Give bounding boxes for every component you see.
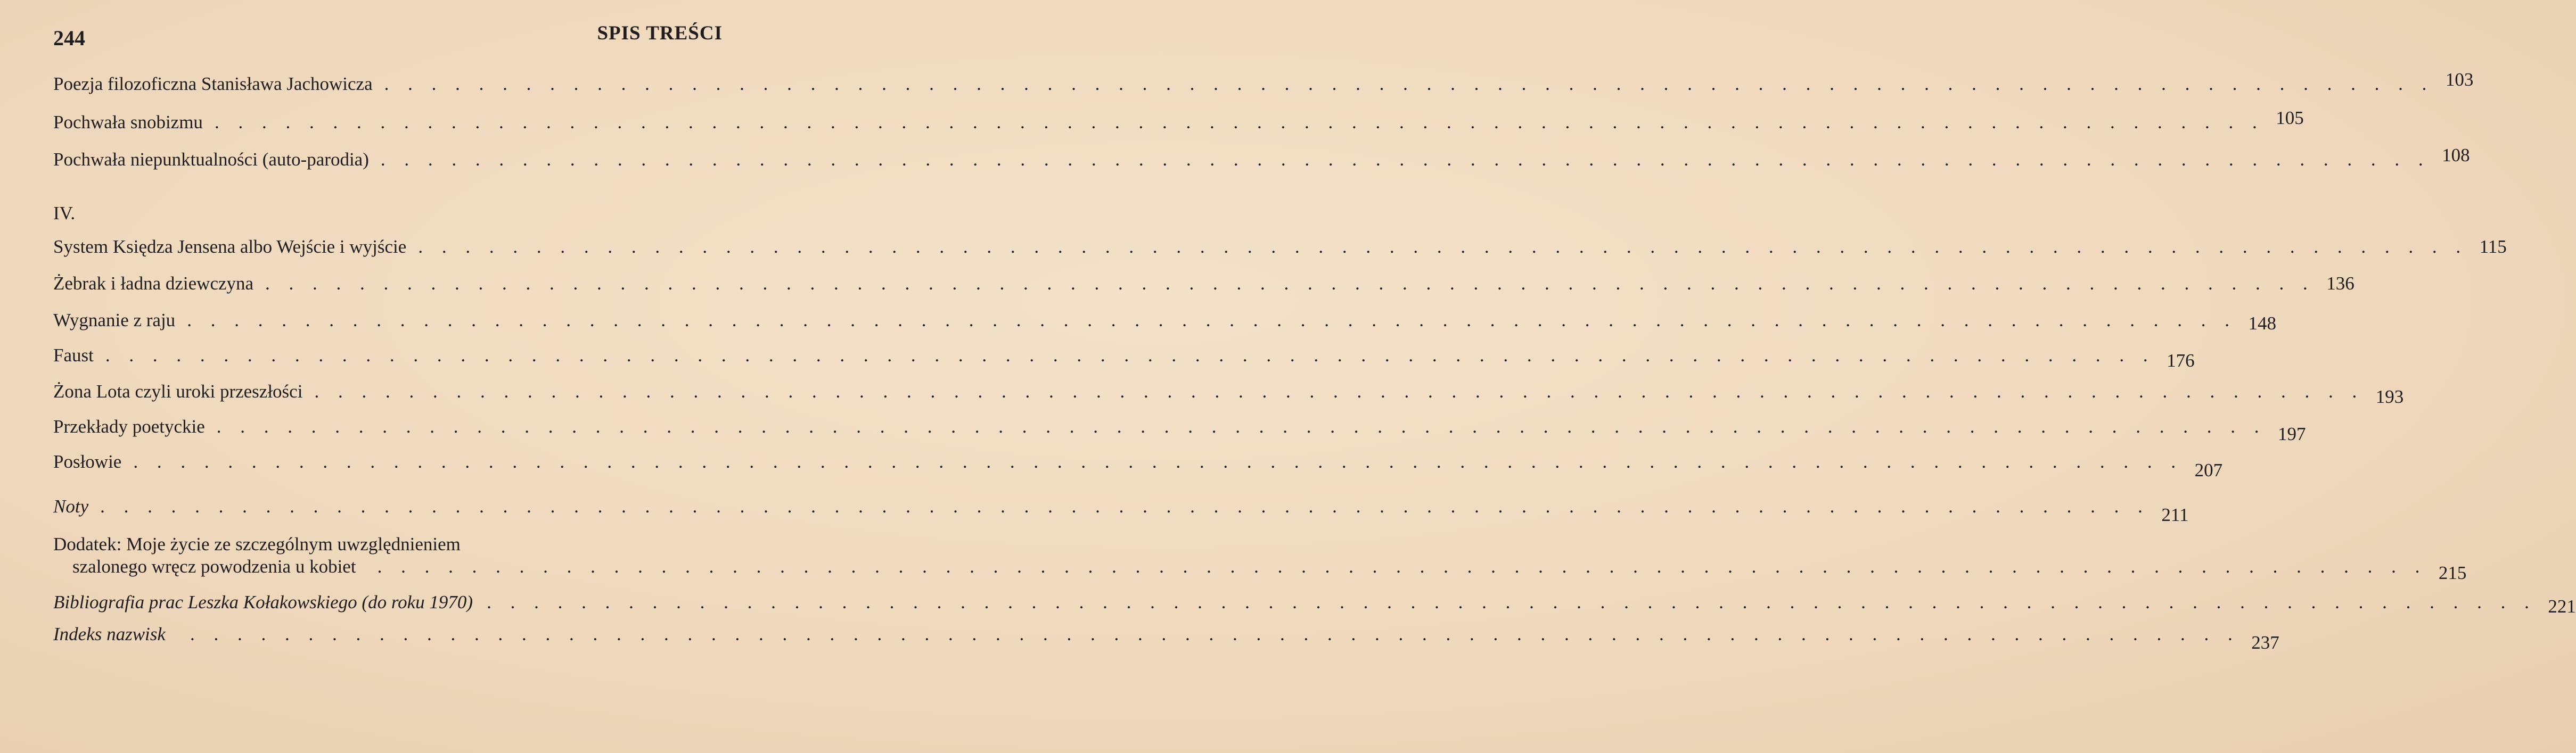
toc-entry-title: Wygnanie z raju [53, 310, 176, 330]
leader-dots: . . . . . . . . . . . . . . . . . . . . . . . . . . . . . . . . . . . . . . . . . . . . . . . . . . . . . . . . . . . . . . . . . . . . . . . . . . . . . . . . . . . . . . . [384, 73, 2434, 94]
toc-entry-page: 108 [2442, 145, 2470, 166]
toc-entry [53, 69, 2474, 95]
toc-entry [53, 496, 2189, 525]
leader-dots: . . . . . . . . . . . . . . . . . . . . . . . . . . . . . . . . . . . . . . . . . . . . . . . . . . . . . . . . . . . . . . . . . . . . . . . . . . . . . . . . . . . . . . . [100, 496, 2150, 517]
toc-entry [53, 273, 2355, 294]
toc-entry [53, 416, 2306, 444]
toc-entry-title: Pochwała snobizmu [53, 112, 203, 133]
page-number: 244 [53, 26, 85, 50]
toc-entry-page: 221 [2548, 596, 2576, 617]
toc-entry-page: 136 [2326, 273, 2355, 294]
toc-entry-title: Poezja filozoficzna Stanisława Jachowicza [53, 73, 373, 94]
toc-entry-page: 207 [2194, 460, 2223, 481]
leader-dots: . . . . . . . . . . . . . . . . . . . . . . . . . . . . . . . . . . . . . . . . . . . . . . . . . . . . . . . . . . . . . . . . . . . . . . . . . . . . . . . . . . . . . . . [380, 149, 2431, 170]
toc-entry-page: 211 [2161, 504, 2189, 525]
toc-entry-page: 215 [2438, 562, 2467, 583]
section-label: IV. [53, 203, 76, 224]
toc-entry [53, 451, 2223, 481]
toc-entry-title: System Księdza Jensena albo Wejście i wyjście [53, 236, 407, 257]
toc-entry-page: 148 [2248, 313, 2276, 334]
leader-dots: . . . . . . . . . . . . . . . . . . . . . . . . . . . . . . . . . . . . . . . . . . . . . . . . . . . . . . . . . . . . . . . . . . . . . . . . . . . . . . . . . . . . . . . [487, 592, 2537, 613]
toc-entry [53, 345, 2195, 371]
toc-entry-title: Bibliografia prac Leszka Kołakowskiego (do roku 1970) [53, 592, 473, 613]
toc-entry-title-continuation: szalonego wręcz powodzenia u kobiet [72, 556, 356, 577]
leader-dots: . . . . . . . . . . . . . . . . . . . . . . . . . . . . . . . . . . . . . . . . . . . . . . . . . . . . . . . . . . . . . . . . . . . . . . . . . . . . . . . . . . . . . . . [216, 416, 2267, 437]
toc-entry [53, 310, 2276, 334]
toc-entry [53, 624, 2279, 653]
toc-entry [53, 236, 2507, 258]
leader-dots: . . . . . . . . . . . . . . . . . . . . . . . . . . . . . . . . . . . . . . . . . . . . . . . . . . . . . . . . . . . . . . . . . . . . . . . . . . . . . . . . . . . . . . . [265, 273, 2315, 294]
toc-entry-page: 105 [2276, 107, 2304, 128]
toc-entry-page: 193 [2375, 386, 2404, 407]
leader-dots: . . . . . . . . . . . . . . . . . . . . . . . . . . . . . . . . . . . . . . . . . . . . . . . . . . . . . . . . . . . . . . . . . . . . . . . . . . . . . . . . . . . . . . . [190, 624, 2240, 644]
toc-entry [53, 107, 2304, 133]
toc-entry [53, 381, 2404, 407]
toc-entry-page: 197 [2278, 424, 2306, 444]
toc-entry-title: Faust [53, 345, 94, 366]
toc-entry-page: 115 [2479, 236, 2507, 257]
toc-entry-title: Posłowie [53, 451, 122, 472]
toc-entry-title: Dodatek: Moje życie ze szczególnym uwzględnieniem [53, 534, 461, 555]
leader-dots: . . . . . . . . . . . . . . . . . . . . . . . . . . . . . . . . . . . . . . . . . . . . . . . . . . . . . . . . . . . . . . . . . . . . . . . . . . . . . . . . . . . . . . . [418, 236, 2468, 257]
leader-dots: . . . . . . . . . . . . . . . . . . . . . . . . . . . . . . . . . . . . . . . . . . . . . . . . . . . . . . . . . . . . . . . . . . . . . . . . . . . . . . . . . . . . . . . [377, 556, 2427, 577]
toc-entry-title: Żebrak i ładna dziewczyna [53, 273, 254, 294]
toc-entry-page: 237 [2251, 632, 2279, 653]
toc-entry [53, 592, 2576, 617]
toc-entry-page: 176 [2167, 350, 2195, 371]
toc-entry-title: Żona Lota czyli uroki przeszłości [53, 381, 303, 402]
toc-entry [53, 533, 2467, 583]
toc-entry [53, 145, 2470, 170]
toc-entry-title: Noty [53, 496, 89, 517]
toc-entry-page: 103 [2445, 69, 2474, 90]
leader-dots: . . . . . . . . . . . . . . . . . . . . . . . . . . . . . . . . . . . . . . . . . . . . . . . . . . . . . . . . . . . . . . . . . . . . . . . . . . . . . . . . . . . . . . . [105, 345, 2155, 366]
leader-dots: . . . . . . . . . . . . . . . . . . . . . . . . . . . . . . . . . . . . . . . . . . . . . . . . . . . . . . . . . . . . . . . . . . . . . . . . . . . . . . . . . . . . . . . [187, 310, 2237, 330]
leader-dots: . . . . . . . . . . . . . . . . . . . . . . . . . . . . . . . . . . . . . . . . . . . . . . . . . . . . . . . . . . . . . . . . . . . . . . . . . . . . . . . . . . . . . . . [314, 381, 2364, 402]
running-head: SPIS TREŚCI [597, 22, 723, 44]
toc-entry-title: Przekłady poetyckie [53, 416, 205, 437]
leader-dots: . . . . . . . . . . . . . . . . . . . . . . . . . . . . . . . . . . . . . . . . . . . . . . . . . . . . . . . . . . . . . . . . . . . . . . . . . . . . . . . . . . . . . . . [133, 451, 2183, 472]
leader-dots: . . . . . . . . . . . . . . . . . . . . . . . . . . . . . . . . . . . . . . . . . . . . . . . . . . . . . . . . . . . . . . . . . . . . . . . . . . . . . . . . . . . . . . . [214, 112, 2265, 133]
toc-entry-title: Indeks nazwisk [53, 624, 166, 644]
toc-entry-title: Pochwała niepunktualności (auto-parodia) [53, 149, 369, 170]
